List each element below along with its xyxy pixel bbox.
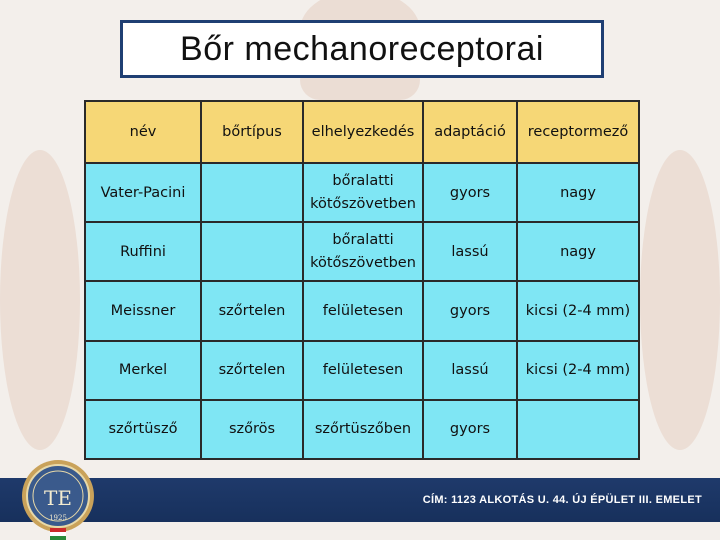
table-row [85, 281, 639, 340]
title-box [120, 20, 604, 78]
table-cell: lassú [423, 341, 517, 400]
seal-year: 1925 [49, 514, 67, 522]
header-cell: adaptáció [423, 101, 517, 163]
header-cell: bőrtípus [201, 101, 303, 163]
header-cell: receptormező [517, 101, 639, 163]
table-cell [201, 163, 303, 222]
table-cell: felületesen [303, 341, 423, 400]
table-cell [517, 400, 639, 459]
table-row [85, 163, 639, 222]
table-cell: Ruffini [85, 222, 201, 281]
table-row [85, 222, 639, 281]
footer-bar [0, 478, 720, 522]
table-cell: felületesen [303, 281, 423, 340]
table-cell: Merkel [85, 341, 201, 400]
table-cell: lassú [423, 222, 517, 281]
header-cell: elhelyezkedés [303, 101, 423, 163]
table-header-row [85, 101, 639, 163]
table-cell: gyors [423, 400, 517, 459]
table-cell: bőralatti kötőszövetben [303, 163, 423, 222]
table-cell: szőrtüszőben [303, 400, 423, 459]
table-cell: gyors [423, 163, 517, 222]
table-cell: szőrtüsző [85, 400, 201, 459]
receptor-table [84, 100, 640, 460]
table-cell: szőrtelen [201, 341, 303, 400]
table-cell: kicsi (2-4 mm) [517, 341, 639, 400]
table-cell: szőrös [201, 400, 303, 459]
table-cell: gyors [423, 281, 517, 340]
table-cell: szőrtelen [201, 281, 303, 340]
table-cell: Meissner [85, 281, 201, 340]
page-title: Bőr mechanoreceptorai [180, 29, 544, 68]
seal-text: TE [44, 486, 72, 510]
table-cell: bőralatti kötőszövetben [303, 222, 423, 281]
table-cell [201, 222, 303, 281]
header-cell: név [85, 101, 201, 163]
university-seal-logo [20, 458, 96, 540]
table-cell: nagy [517, 163, 639, 222]
table-cell: Vater-Pacini [85, 163, 201, 222]
table-row [85, 341, 639, 400]
table-cell: nagy [517, 222, 639, 281]
table-cell: kicsi (2-4 mm) [517, 281, 639, 340]
footer-address: CÍM: 1123 ALKOTÁS U. 44. ÚJ ÉPÜLET III. EMELET [422, 494, 702, 506]
table-row [85, 400, 639, 459]
